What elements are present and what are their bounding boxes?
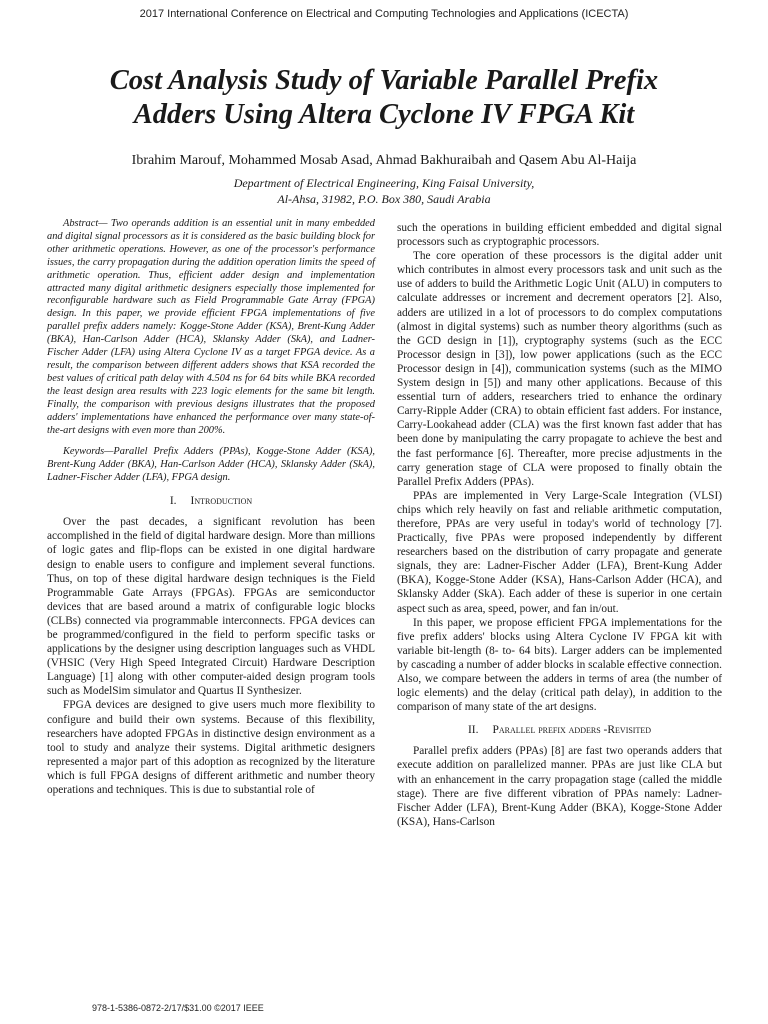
section-heading-ppa-revisited [397, 723, 722, 737]
paragraph: Over the past decades, a significant revolution has been accomplished in the field of digital hardware design. More than millions of logic gates and flip-flops can be existed in one digital hardware design to enable users to configure and implement several functions. Thus, on top of these digital hardware design techniques is the Field Programmable Gate Arrays (FPGAs). FPGAs are semiconductor devices that are based around a matrix of configurable logic blocks (CLBs) connected via programmable interconnects. FPGA devices can be programmed/configured in the field to perform specific tasks or applications by the designer using description languages such as VHDL (VHSIC (Very High Speed Integrated Circuit) Hardware Description Language) [1] along with other computer-aided design program tools such as ModelSim simulator and Quartus II Synthesizer. [47, 516, 375, 698]
section-number: II. [467, 724, 479, 737]
paragraph: PPAs are implemented in Very Large-Scale Integration (VLSI) chips which rely heavily on fast and reliable arithmetic computation, therefore, PPAs are very useful in today's world of technology [7]. Practically, five PPAs were proposed independently by different researchers based on the distribution of carry propagate and generate signals, they are: Ladner-Fischer Adder (LFA), Brent-Kung Adder (BKA), Kogge-Stone Adder (KSA), Hans-Carlson Adder (HCA), and Sklansky Adder (SkA). Each adder of these is superior in one certain aspect such as area, speed, power, and fan in/out. [397, 489, 722, 615]
title-line-1: Cost Analysis Study of Variable Parallel Prefix [109, 65, 659, 96]
right-column [397, 221, 722, 829]
conference-header: 2017 International Conference on Electrical and Computing Technologies and Applications (ICECTA) [139, 8, 629, 20]
section-title: Introduction [190, 495, 253, 508]
affiliation-line-2: Al-Ahsa, 31982, P.O. Box 380, Saudi Arabia [277, 192, 491, 206]
paragraph: such the operations in building efficient embedded and digital signal processors such as cryptographic processors. [397, 222, 722, 249]
paragraph: The core operation of these processors is the digital adder unit which contributes in almost every processors task and unit such as the use of adders to build the Arithmetic Logic Unit (ALU) in computers to calculate addresses or increment and decrement operators [2]. Also, adders are utilized in a lot of processors to do complex computations (almost in digital systems) such as number theory algorithms (such as the GCD design in [1]), cryptography systems (such as the ECC Processor design in [3]), low power applications (such as the ECC Processor design in [4]), communication systems (such as the MIMO System design in [5]) and many other applications. Because of this essential turn of adders, researchers tried to enhance the ordinary Carry-Ripple Adder (CRA) to obtain efficient fast adders. For instance, Carry-Lookahead adder (CLA) was the first known fast adder that has been done by manipulating the carry propagate to achieve the best and the fast performance [6]. Thereafter, more precise adjustments in the carry generation stage of CLA were proposed to finally obtain the Parallel Prefix Adders (PPAs). [397, 250, 722, 488]
section-title: Parallel prefix adders -Revisited [492, 724, 652, 737]
paper-title [40, 64, 728, 132]
left-column [47, 218, 375, 797]
section-number: I. [169, 495, 177, 508]
author-list: Ibrahim Marouf, Mohammed Mosab Asad, Ahmad Bakhuraibah and Qasem Abu Al-Haija [131, 153, 637, 168]
affiliation-line-1: Department of Electrical Engineering, King Faisal University, [233, 176, 535, 190]
paragraph: Parallel prefix adders (PPAs) [8] are fast two operands adders that execute addition on parallelized manner. PPAs are just like CLA but with an enhancement in the carry propagation stage (called the middle stage). There are five different vibration of PPAs namely: Ladner-Fischer Adder (LFA), Brent-Kung Adder (BKA), Kogge-Stone Adder (KSA), Hans-Carlson [397, 745, 722, 828]
paragraph: In this paper, we propose efficient FPGA implementations for the five prefix adders' blocks using Altera Cyclone IV FPGA kit with variable bit-length (8- to- 64 bits). Larger adders can be implemented by cascading a number of adder blocks in scalable effective connection. Also, we compare between the adders in terms of area (the number of logic elements) and the delay (critical path delay), in addition to the comparison of many state of the art designs. [397, 616, 722, 714]
affiliation [40, 175, 728, 207]
section-heading-introduction [47, 494, 375, 508]
keywords: Keywords—Parallel Prefix Adders (PPAs), Kogge-Stone Adder (KSA), Brent-Kung Adder (BKA), Han-Carlson Adder (HCA), Sklansky Adder (SkA), Ladner-Fischer Adder (LFA), FPGA design. [47, 446, 375, 484]
abstract: Abstract— Two operands addition is an essential unit in many embedded and digital signal processors as it is considered as the basic building block for other arithmetic operations. However, as one of the processor's performance issues, the carry propagation during the addition operation limits the speed of arithmetic operation. Thus, efficient adder design and implementation attracted many digital arithmetic designers especially those implemented for reconfigurable hardware such as Field Programmable Gate Array (FPGA) design. In this paper, we provide efficient FPGA implementations of five parallel prefix adders namely: Kogge-Stone Adder (KSA), Brent-Kung Adder (BKA), Han-Carlson Adder (HCA), Sklansky Adder (SkA), and Ladner-Fischer Adder (LFA) using Altera Cyclone IV as a target FPGA device. As a result, the comparison between different adders shows that KSA recorded the best values of critical path delay with 4.504 ns for 64 bits while BKA recorded the least design area results with 223 logic elements for the same bit length. Finally, the comparison with previous designs illustrates that the proposed adders' implementations have enhanced the performance over many state-of-the-art designs with even more than 200%. [47, 218, 375, 436]
title-line-2: Adders Using Altera Cyclone IV FPGA Kit [133, 99, 635, 130]
copyright-footer: 978-1-5386-0872-2/17/$31.00 ©2017 IEEE [92, 1003, 264, 1013]
paragraph: FPGA devices are designed to give users much more flexibility to configure and build their own systems. Because of this flexibility, researchers have adopted FPGAs in distinctive design environment as a tool to study and analyze their systems. Digital arithmetic designers represented a major part of this adoption as recognized by the literature which is full FPGA designs of different arithmetic and number theory operations and techniques. This is due to substantial role of [47, 699, 375, 796]
